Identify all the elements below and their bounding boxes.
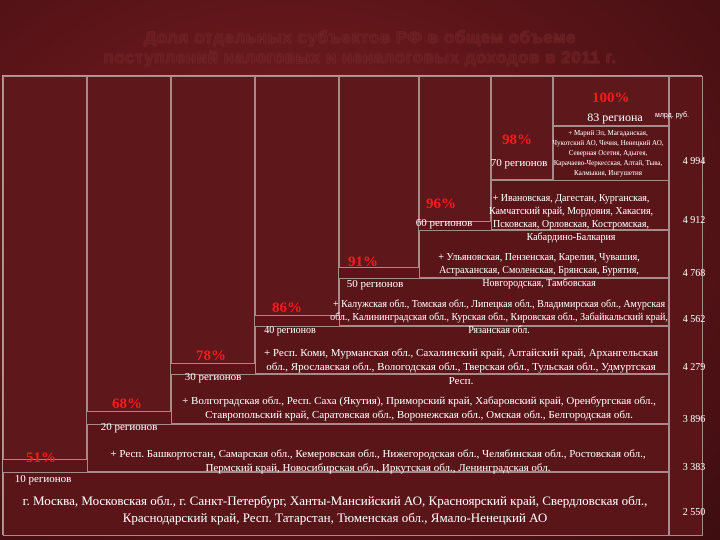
tier-regions-78: 30 регионов xyxy=(184,371,242,383)
tier-description-98: + Марий Эл, Магаданская, Чукотский АО, Чечня, Ненецкий АО, Северная Осетия, Адыгея, Карачаево-Черкесская, Алтай, Тыва, Калмыкия, Ингушетия xyxy=(552,129,664,177)
tier-description-51: + Респ. Башкортостан, Самарская обл., Кемеровская обл., Нижегородская обл., Челябинская обл., Ростовская обл., Пермский край, Новосибирская обл., Иркутская обл., Ленинградская обл. xyxy=(110,448,646,474)
tier-regions-68: 20 регионов xyxy=(100,421,158,433)
tier-regions-91: 50 регионов xyxy=(346,278,404,290)
grid-col-3 xyxy=(171,76,255,364)
title-line-2: поступлений налоговых и неналоговых доходов в 2011 г. xyxy=(103,48,617,67)
tier-percent-91: 91% xyxy=(348,254,378,270)
tier-value-68: 3 896 xyxy=(682,414,706,425)
tier-percent-98: 98% xyxy=(502,132,532,148)
grid-col-1 xyxy=(3,76,87,460)
tier-description-68: + Волгоградская обл., Респ. Саха (Якутия), Приморский край, Хабаровский край, Оренбургская обл., Ставропольский край, Саратовская обл., Воронежская обл., Омская обл., Белгородская обл. xyxy=(182,395,656,421)
tier-description-base: г. Москва, Московская обл., г. Санкт-Петербург, Ханты-Мансийский АО, Красноярский край, Свердловская обл., Краснодарский край, Респ. Татарстан, Тюменская обл., Ямало-Ненецкий АО xyxy=(22,493,648,525)
unit-label: млрд. руб. xyxy=(655,112,689,119)
tier-percent-100: 100% xyxy=(592,90,630,106)
tier-percent-68: 68% xyxy=(112,396,142,412)
tier-description-91: + Ульяновская, Пензенская, Карелия, Чувашия, Астраханская, Смоленская, Брянская, Бурятия, Новгородская, Тамбовская xyxy=(438,252,640,289)
tier-regions-98: 70 регионов xyxy=(490,157,548,169)
grid-col-2 xyxy=(87,76,171,412)
grid-col-4 xyxy=(255,76,339,316)
tier-regions-100: 83 региона xyxy=(587,110,643,124)
tier-value-86: 4 562 xyxy=(682,314,706,325)
tier-regions-86: 40 регионов xyxy=(264,325,316,336)
tier-regions-51: 10 регионов xyxy=(14,473,72,485)
grid-col-5 xyxy=(339,76,419,268)
tier-value-78: 4 279 xyxy=(682,362,706,373)
tier-description-78: + Респ. Коми, Мурманская обл., Сахалинский край, Алтайский край, Архангельская обл., Ярославская обл., Вологодская обл., Тверская обл., Тульская обл., Удмуртская Респ. xyxy=(263,347,659,387)
tier-percent-78: 78% xyxy=(196,348,226,364)
tier-value-base: 2 550 xyxy=(682,507,706,518)
tier-percent-96: 96% xyxy=(426,196,456,212)
tier-regions-96: 60 регионов xyxy=(415,217,473,229)
tier-description-96: + Ивановская, Дагестан, Курганская, Камчатский край, Мордовия, Хакасия, Псковская, Орловская, Костромская, Кабардино-Балкария xyxy=(488,193,654,243)
slide-title xyxy=(0,28,720,68)
tier-value-51: 3 383 xyxy=(682,462,706,473)
tier-value-96: 4 912 xyxy=(682,215,706,226)
tier-percent-51: 51% xyxy=(26,450,56,466)
tier-percent-86: 86% xyxy=(272,300,302,316)
tier-value-98: 4 994 xyxy=(682,156,706,167)
tier-value-91: 4 768 xyxy=(682,268,706,279)
title-line-1: Доля отдельных субъектов РФ в общем объеме xyxy=(143,28,577,47)
tier-description-86: + Калужская обл., Томская обл., Липецкая обл., Владимирская обл., Амурская обл., Калининградская обл., Курская обл., Кировская обл., Забайкальский край, Рязанская обл. xyxy=(330,299,668,336)
